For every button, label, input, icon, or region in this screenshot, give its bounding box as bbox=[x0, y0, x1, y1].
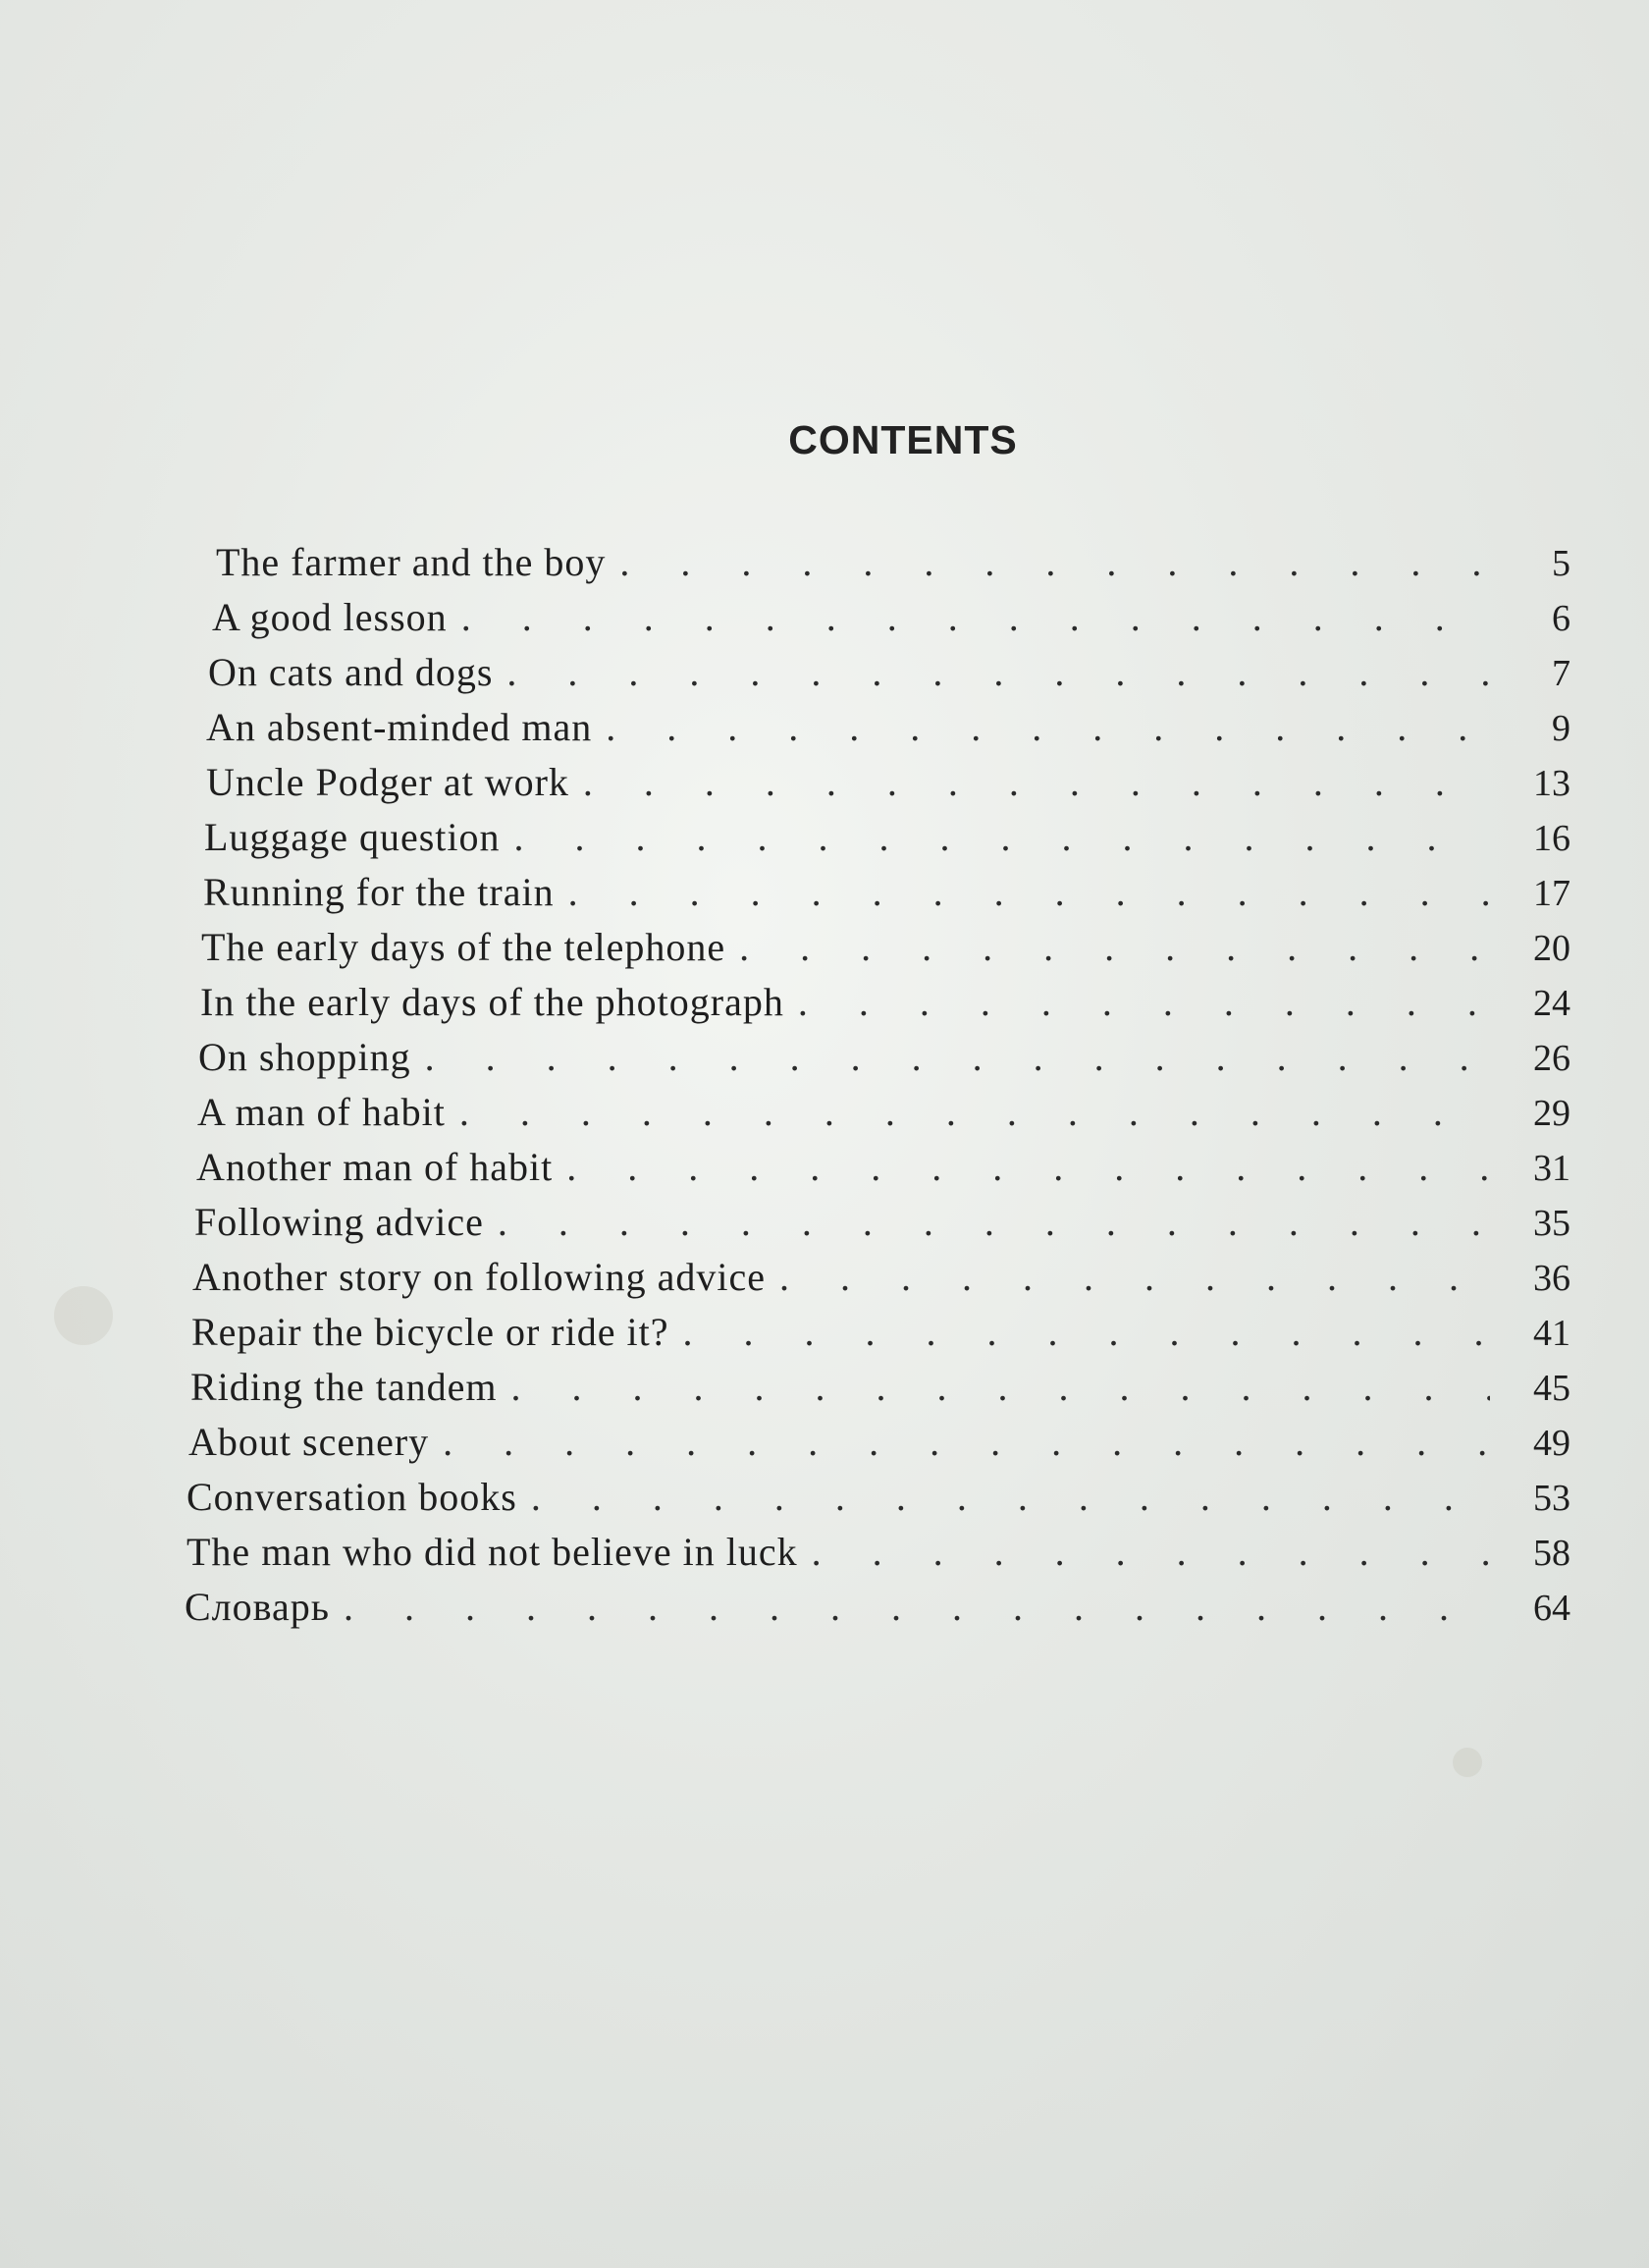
dot-leader bbox=[344, 1580, 1490, 1635]
dot-leader bbox=[443, 1415, 1490, 1470]
dot-leader bbox=[425, 1030, 1490, 1085]
dot-leader bbox=[511, 1360, 1490, 1415]
toc-row[interactable] bbox=[206, 755, 1570, 810]
toc-row[interactable] bbox=[203, 865, 1570, 920]
toc-row[interactable] bbox=[200, 975, 1570, 1030]
toc-page-number: 16 bbox=[1533, 818, 1570, 859]
toc-entry-title: Another story on following advice bbox=[192, 1255, 766, 1299]
toc-entry-title: Another man of habit bbox=[196, 1145, 554, 1189]
dot-leader bbox=[682, 1305, 1490, 1360]
dot-leader bbox=[506, 645, 1490, 700]
toc-row[interactable] bbox=[197, 1085, 1570, 1140]
dot-leader bbox=[461, 590, 1490, 645]
toc-page-number: 64 bbox=[1533, 1588, 1570, 1629]
dot-leader bbox=[739, 920, 1490, 975]
toc-row[interactable] bbox=[190, 1360, 1570, 1415]
toc-entry-title: In the early days of the photograph bbox=[200, 980, 784, 1024]
toc-entry-title: Following advice bbox=[194, 1200, 484, 1244]
dot-leader bbox=[583, 755, 1490, 810]
toc-entry-title: Repair the bicycle or ride it? bbox=[191, 1310, 669, 1354]
toc-entry-title: Словарь bbox=[185, 1585, 330, 1629]
toc-page-number: 36 bbox=[1533, 1258, 1570, 1299]
toc-page-number: 58 bbox=[1533, 1533, 1570, 1574]
toc-row[interactable] bbox=[204, 810, 1570, 865]
toc-entry-title: About scenery bbox=[188, 1420, 430, 1464]
contents-heading: CONTENTS bbox=[788, 417, 1018, 462]
dot-leader bbox=[531, 1470, 1490, 1525]
toc-row[interactable] bbox=[196, 1140, 1570, 1195]
paper-stain bbox=[1453, 1748, 1482, 1777]
dot-leader bbox=[619, 535, 1490, 590]
toc-row[interactable] bbox=[192, 1250, 1570, 1305]
dot-leader bbox=[459, 1085, 1490, 1140]
toc-page-number: 6 bbox=[1552, 598, 1570, 639]
toc-entry-title: An absent-minded man bbox=[206, 705, 593, 749]
dot-leader bbox=[498, 1195, 1490, 1250]
toc-page-number: 35 bbox=[1533, 1203, 1570, 1244]
toc-entry-title: Uncle Podger at work bbox=[206, 760, 569, 804]
dot-leader bbox=[568, 865, 1490, 920]
table-of-contents bbox=[186, 535, 1570, 1635]
dot-leader bbox=[566, 1140, 1490, 1195]
toc-page-number: 5 bbox=[1552, 543, 1570, 584]
toc-entry-title: The early days of the telephone bbox=[201, 925, 726, 969]
toc-entry-title: On cats and dogs bbox=[208, 650, 494, 694]
toc-page-number: 20 bbox=[1533, 928, 1570, 969]
toc-page-number: 49 bbox=[1533, 1423, 1570, 1464]
toc-entry-title: A man of habit bbox=[197, 1090, 446, 1134]
toc-row[interactable] bbox=[198, 1030, 1570, 1085]
toc-page-number: 26 bbox=[1533, 1038, 1570, 1079]
toc-entry-title: A good lesson bbox=[212, 595, 448, 639]
toc-entry-title: The man who did not believe in luck bbox=[186, 1530, 798, 1574]
toc-entry-title: Riding the tandem bbox=[190, 1365, 498, 1409]
toc-page-number: 31 bbox=[1533, 1148, 1570, 1189]
toc-row[interactable] bbox=[206, 700, 1570, 755]
dot-leader bbox=[606, 700, 1490, 755]
toc-page-number: 45 bbox=[1533, 1368, 1570, 1409]
paper-stain bbox=[54, 1286, 113, 1345]
toc-entry-title: The farmer and the boy bbox=[216, 540, 607, 584]
toc-page-number: 24 bbox=[1533, 983, 1570, 1024]
toc-page-number: 9 bbox=[1552, 708, 1570, 749]
toc-entry-title: Conversation books bbox=[186, 1475, 517, 1519]
toc-row[interactable] bbox=[216, 535, 1570, 590]
toc-entry-title: On shopping bbox=[198, 1035, 411, 1079]
dot-leader bbox=[798, 975, 1490, 1030]
toc-row[interactable] bbox=[185, 1580, 1570, 1635]
toc-row[interactable] bbox=[201, 920, 1570, 975]
toc-row[interactable] bbox=[191, 1305, 1570, 1360]
dot-leader bbox=[514, 810, 1491, 865]
toc-page-number: 41 bbox=[1533, 1313, 1570, 1354]
toc-row[interactable] bbox=[212, 590, 1570, 645]
toc-entry-title: Luggage question bbox=[204, 815, 501, 859]
toc-page-number: 53 bbox=[1533, 1478, 1570, 1519]
toc-row[interactable] bbox=[194, 1195, 1570, 1250]
toc-row[interactable] bbox=[186, 1525, 1570, 1580]
toc-page-number: 29 bbox=[1533, 1093, 1570, 1134]
dot-leader bbox=[779, 1250, 1490, 1305]
toc-page-number: 7 bbox=[1552, 653, 1570, 694]
toc-page-number: 17 bbox=[1533, 873, 1570, 914]
toc-row[interactable] bbox=[188, 1415, 1570, 1470]
toc-entry-title: Running for the train bbox=[203, 870, 555, 914]
toc-row[interactable] bbox=[186, 1470, 1570, 1525]
dot-leader bbox=[812, 1525, 1490, 1580]
toc-page-number: 13 bbox=[1533, 763, 1570, 804]
toc-row[interactable] bbox=[208, 645, 1570, 700]
